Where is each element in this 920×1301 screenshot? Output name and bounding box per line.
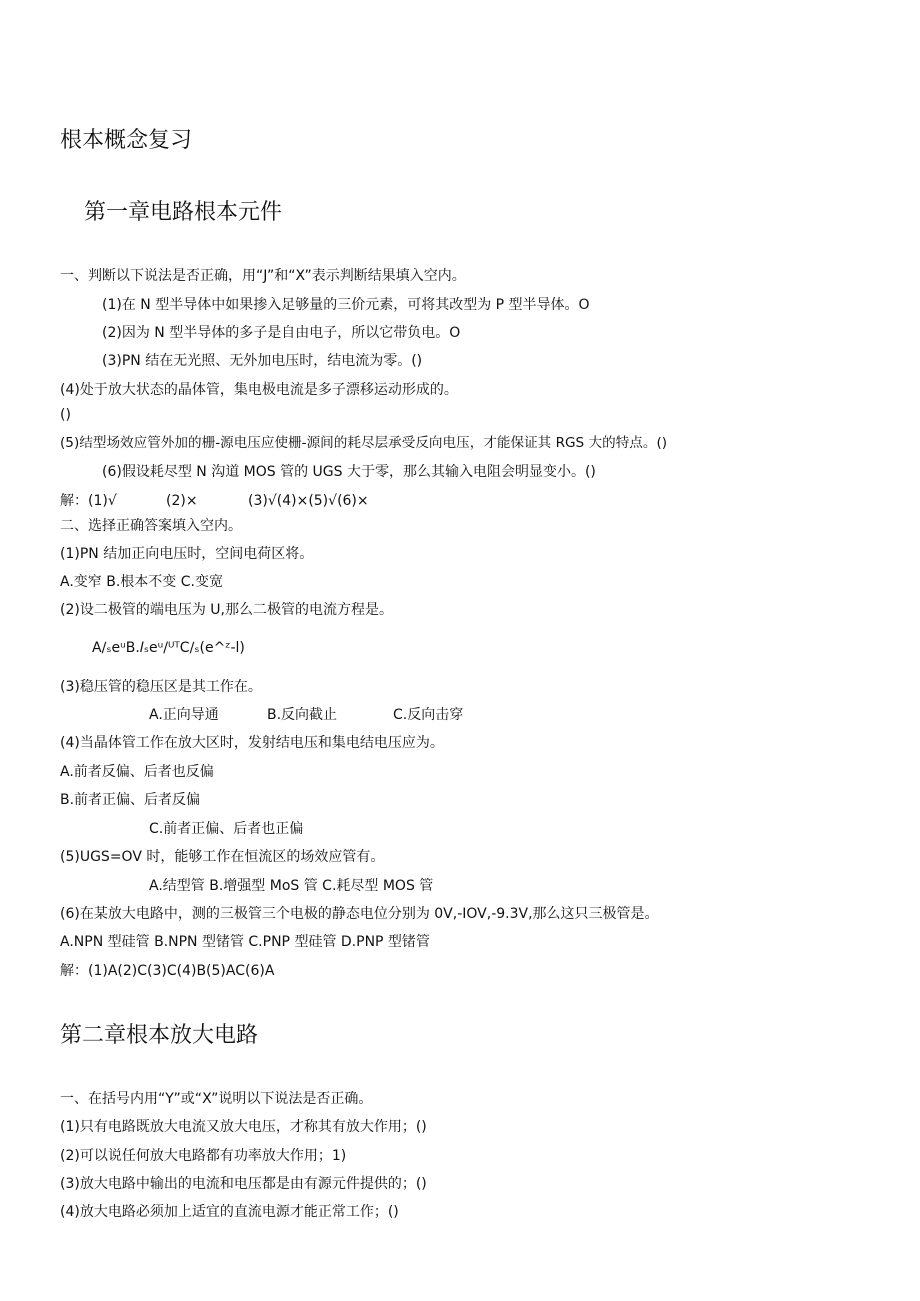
ch1-q1-options: A.变窄 B.根本不变 C.变宽: [60, 574, 223, 590]
ch1-item-6: (6)假设耗尽型 N 沟道 MOS 管的 UGS 大于零，那么其输入电阻会明显变小。(): [102, 464, 596, 480]
ch1-q2: (2)设二极管的端电压为 U,那么二极管的电流方程是。: [60, 602, 393, 618]
ch1-item-2: (2)因为 N 型半导体的多子是自由电子，所以它带负电。O: [102, 325, 461, 341]
ch1-part2-intro: 二、选择正确答案填入空内。: [60, 518, 242, 534]
ch2-item-1: (1)只有电路既放大电流又放大电压，才称其有放大作用；(): [60, 1119, 427, 1135]
answer-1c: (3)√(4)×(5)√(6)×: [248, 493, 369, 509]
chapter-1-heading: 第一章电路根本元件: [84, 200, 283, 225]
ch1-q4-option-b: B.前者正偏、后者反偏: [60, 792, 201, 808]
ch1-q1: (1)PN 结加正向电压时，空间电荷区将。: [60, 546, 314, 562]
ch1-item-5: (5)结型场效应管外加的栅-源电压应使栅-源间的耗尽层承受反向电压，才能保证其 RGS 大的特点。(): [60, 435, 668, 451]
ch1-item-1: (1)在 N 型半导体中如果掺入足够量的三价元素，可将其改型为 P 型半导体。O: [102, 297, 590, 313]
ch1-answer-1: [60, 492, 369, 510]
ch1-item-4-blank: (): [60, 407, 71, 423]
ch1-q3: (3)稳压管的稳压区是其工作在。: [60, 679, 262, 695]
ch1-q4-option-a: A.前者反偏、后者也反偏: [60, 764, 214, 780]
ch2-item-3: (3)放大电路中输出的电流和电压都是由有源元件提供的；(): [60, 1176, 427, 1192]
ch1-q5: (5)UGS=OV 时，能够工作在恒流区的场效应管有。: [60, 849, 385, 865]
ch2-item-4: (4)放大电路必须加上适宜的直流电源才能正常工作；(): [60, 1204, 399, 1220]
ch1-part1-intro: 一、判断以下说法是否正确，用“J”和“X”表示判断结果填入空内。: [60, 268, 466, 284]
ch1-q4-option-c: C.前者正偏、后者也正偏: [149, 821, 304, 837]
ch1-q2-options: A∕ₛeᵘB.𝐼ₛeᵘ/ᵁᵀC∕ₛ(e^ᶻ-l): [92, 640, 245, 656]
answer-1b: (2)×: [166, 493, 198, 509]
answer-1a: 解：(1)√: [60, 493, 117, 509]
ch2-part1-intro: 一、在括号内用“Y”或“X”说明以下说法是否正确。: [60, 1091, 373, 1107]
ch1-q5-options: A.结型管 B.增强型 MoS 管 C.耗尽型 MOS 管: [149, 878, 434, 894]
q3-option-c: C.反向击穿: [393, 707, 464, 723]
q3-option-a: A.正向导通: [149, 707, 219, 723]
chapter-2-heading: 第二章根本放大电路: [60, 1023, 259, 1048]
ch2-item-2: (2)可以说任何放大电路都有功率放大作用；1): [60, 1148, 347, 1164]
page-title: 根本概念复习: [60, 128, 193, 153]
ch1-item-4: (4)处于放大状态的晶体管，集电极电流是多子漂移运动形成的。: [60, 382, 458, 398]
q3-option-b: B.反向截止: [267, 707, 338, 723]
ch1-q6: (6)在某放大电路中，测的三极管三个电极的静态电位分别为 0V,-IOV,-9.3V,那么这只三极管是。: [60, 906, 659, 922]
ch1-q3-options: [149, 706, 464, 724]
ch1-q6-options: A.NPN 型硅管 B.NPN 型锗管 C.PNP 型硅管 D.PNP 型锗管: [60, 934, 430, 950]
ch1-answer-2: 解：(1)A(2)C(3)C(4)B(5)AC(6)A: [60, 963, 275, 979]
ch1-item-3: (3)PN 结在无光照、无外加电压时，结电流为零。(): [102, 353, 423, 369]
ch1-q4: (4)当晶体管工作在放大区时，发射结电压和集电结电压应为。: [60, 735, 444, 751]
